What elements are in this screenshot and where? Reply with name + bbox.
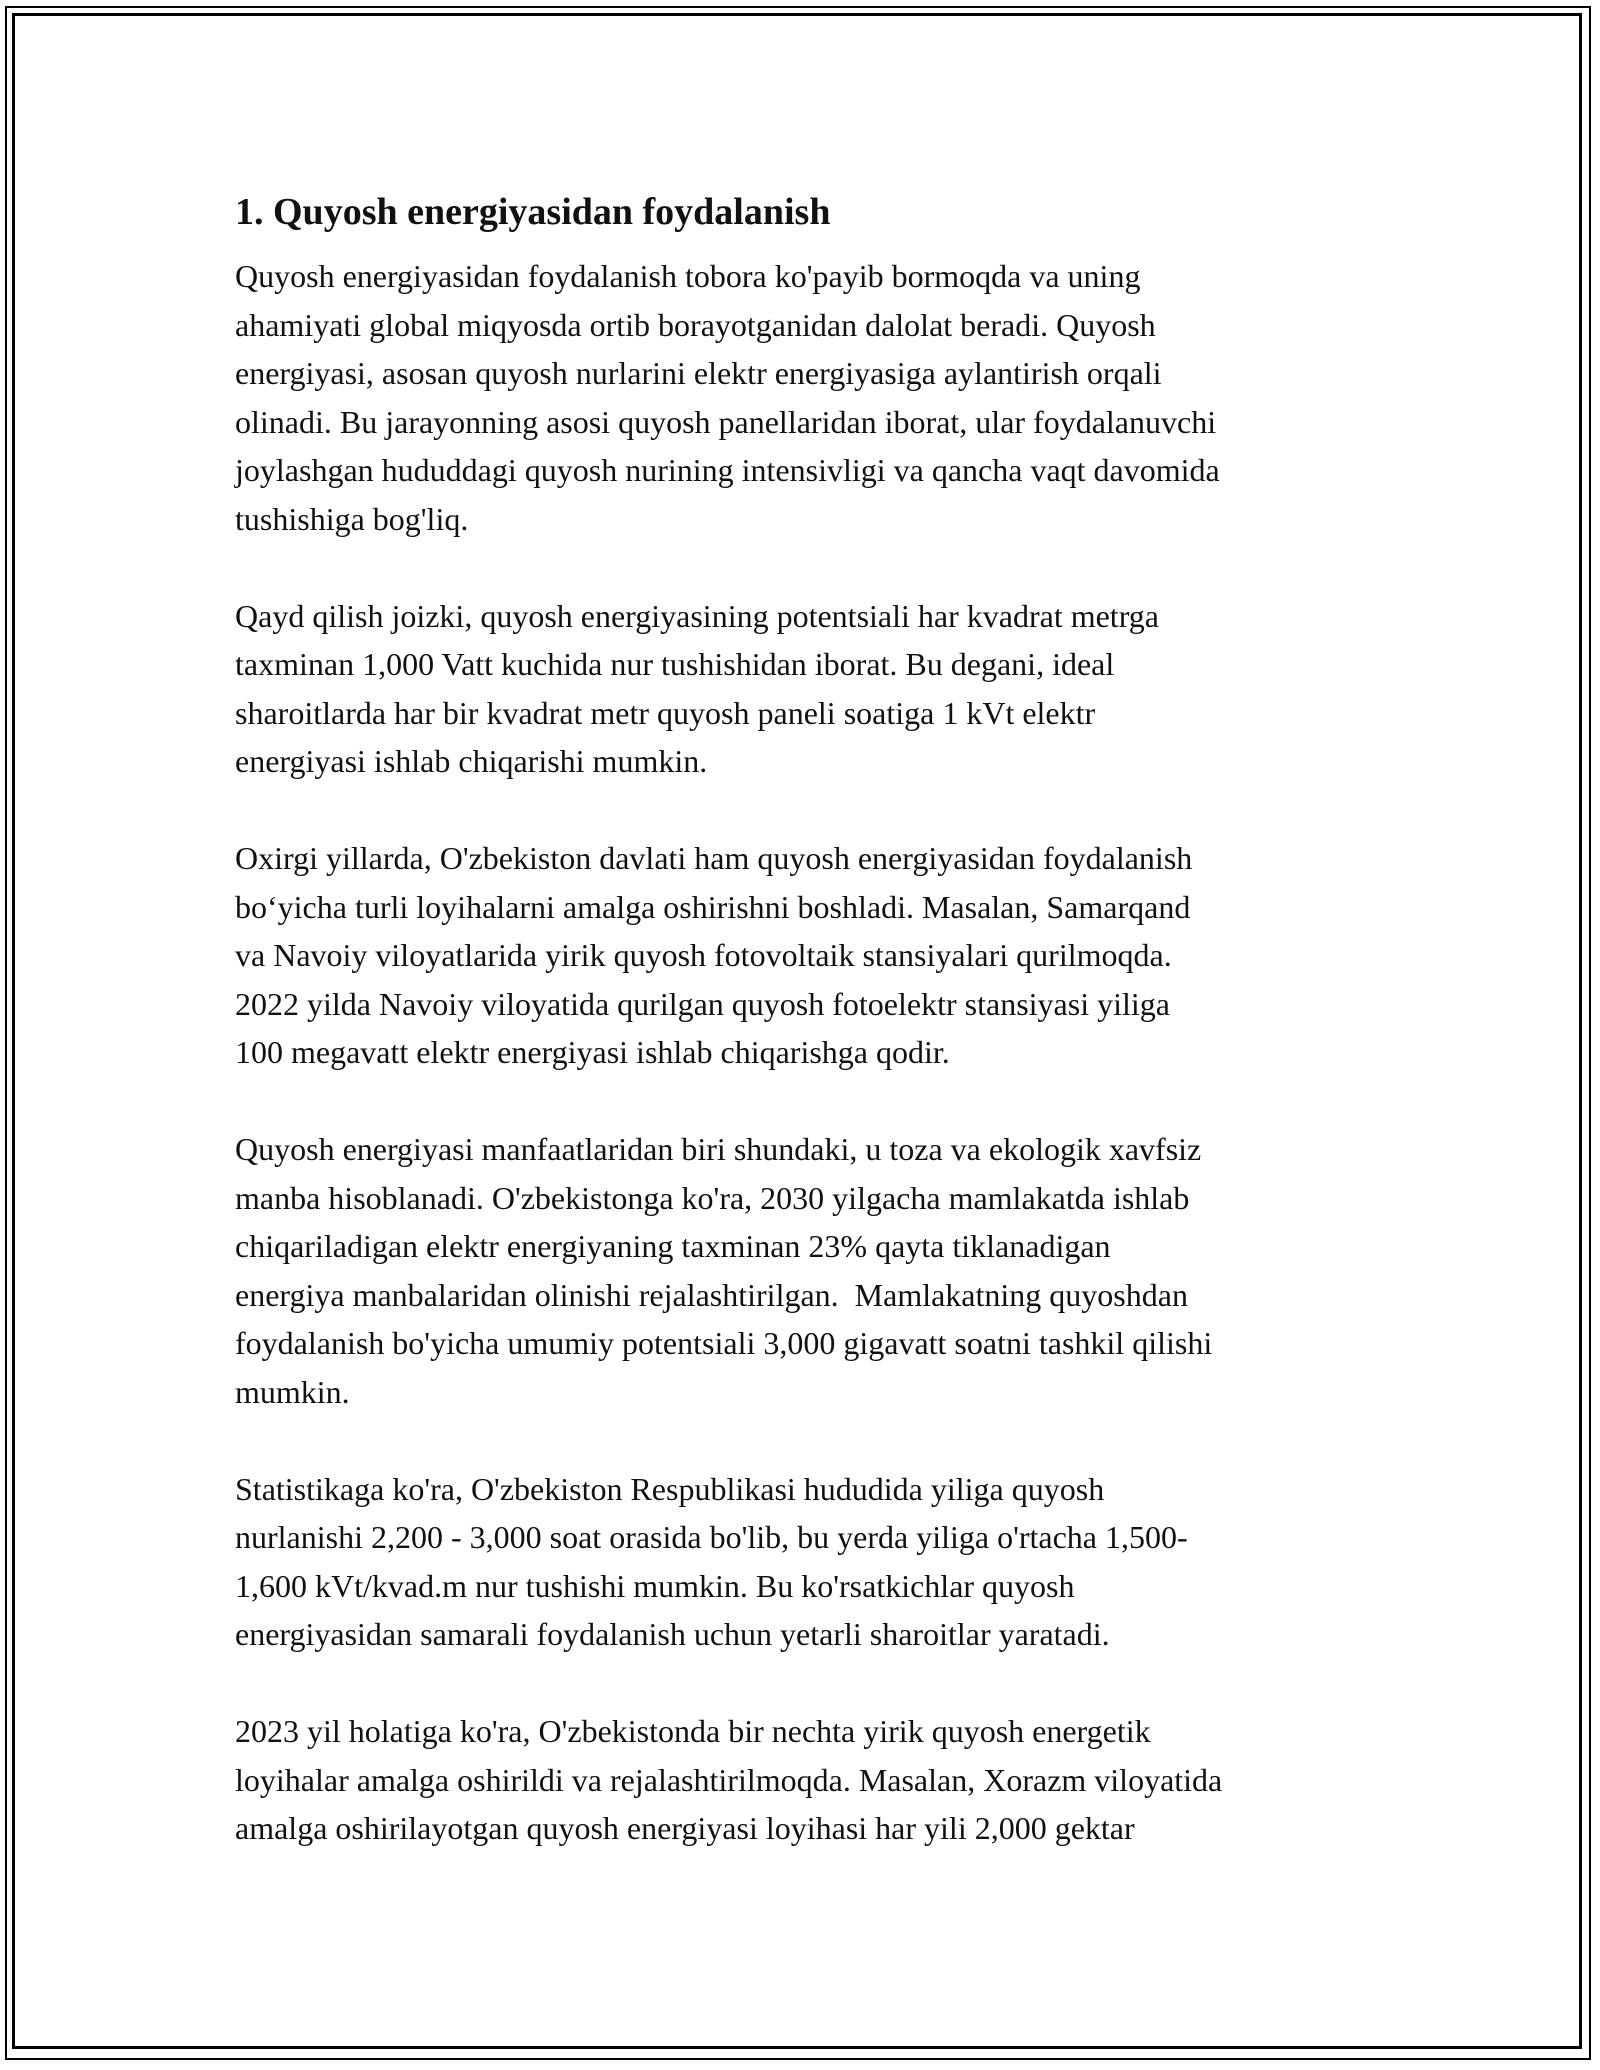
text-line: mumkin.	[235, 1373, 350, 1410]
text-line: bo‘yicha turli loyihalarni amalga oshirishni boshladi. Masalan, Samarqand	[235, 888, 1191, 925]
document-body	[235, 184, 1385, 1901]
text-line: tushishiga bog'liq.	[235, 500, 469, 537]
text-line: nurlanishi 2,200 - 3,000 soat orasida bo'lib, bu yerda yiliga o'rtacha 1,500-	[235, 1519, 1188, 1555]
paragraph	[235, 834, 1385, 1077]
paragraph	[235, 1125, 1385, 1416]
text-line: va Navoiy viloyatlarida yirik quyosh fotovoltaik stansiyalari qurilmoqda.	[235, 937, 1172, 973]
text-line: energiya manbalaridan olinishi rejalashtirilgan. Mamlakatning quyoshdan	[235, 1276, 1188, 1313]
text-line: ahamiyati global miqyosda ortib borayotganidan dalolat beradi. Quyosh	[235, 306, 1156, 343]
text-line: olinadi. Bu jarayonning asosi quyosh panellaridan iborat, ular foydalanuvchi	[235, 403, 1217, 440]
text-line: joylashgan hududdagi quyosh nurining intensivligi va qancha vaqt davomida	[235, 452, 1220, 488]
text-line: amalga oshirilayotgan quyosh energiyasi loyihasi har yili 2,000 gektar	[235, 1810, 1135, 1846]
text-line: 1,600 kVt/kvad.m nur tushishi mumkin. Bu ko'rsatkichlar quyosh	[235, 1567, 1075, 1604]
paragraph	[235, 1707, 1385, 1853]
text-line: manba hisoblanadi. O'zbekistonga ko'ra, 2030 yilgacha mamlakatda ishlab	[235, 1179, 1190, 1216]
text-line: energiyasi ishlab chiqarishi mumkin.	[235, 743, 708, 779]
text-line: taxminan 1,000 Vatt kuchida nur tushishidan iborat. Bu degani, ideal	[235, 646, 1115, 682]
paragraph	[235, 252, 1385, 543]
paragraph	[235, 592, 1385, 786]
text-line: loyihalar amalga oshirildi va rejalashtirilmoqda. Masalan, Xorazm viloyatida	[235, 1761, 1223, 1798]
text-line: Quyosh energiyasidan foydalanish tobora ko'payib bormoqda va uning	[235, 258, 1141, 294]
text-line: Quyosh energiyasi manfaatlaridan biri shundaki, u toza va ekologik xavfsiz	[235, 1131, 1202, 1167]
text-line: Oxirgi yillarda, O'zbekiston davlati ham quyosh energiyasidan foydalanish	[235, 840, 1193, 876]
text-line: 2023 yil holatiga ko'ra, O'zbekistonda bir nechta yirik quyosh energetik	[235, 1713, 1151, 1749]
text-line: chiqariladigan elektr energiyaning taxminan 23% qayta tiklanadigan	[235, 1228, 1111, 1264]
text-line: energiyasidan samarali foydalanish uchun yetarli sharoitlar yaratadi.	[235, 1616, 1110, 1652]
text-line: sharoitlarda har bir kvadrat metr quyosh paneli soatiga 1 kVt elektr	[235, 694, 1096, 731]
text-line: foydalanish bo'yicha umumiy potentsiali 3,000 gigavatt soatni tashkil qilishi	[235, 1325, 1213, 1361]
text-line: energiyasi, asosan quyosh nurlarini elektr energiyasiga aylantirish orqali	[235, 355, 1162, 391]
paragraph	[235, 1465, 1385, 1659]
text-line: Statistikaga ko'ra, O'zbekiston Respublikasi hududida yiliga quyosh	[235, 1470, 1105, 1507]
text-line: 100 megavatt elektr energiyasi ishlab chiqarishga qodir.	[235, 1034, 950, 1070]
text-line: Qayd qilish joizki, quyosh energiyasining potentsiali har kvadrat metrga	[235, 597, 1159, 634]
section-heading: 1. Quyosh energiyasidan foydalanish	[235, 191, 831, 233]
text-line: 2022 yilda Navoiy viloyatida qurilgan quyosh fotoelektr stansiyasi yiliga	[235, 985, 1170, 1022]
